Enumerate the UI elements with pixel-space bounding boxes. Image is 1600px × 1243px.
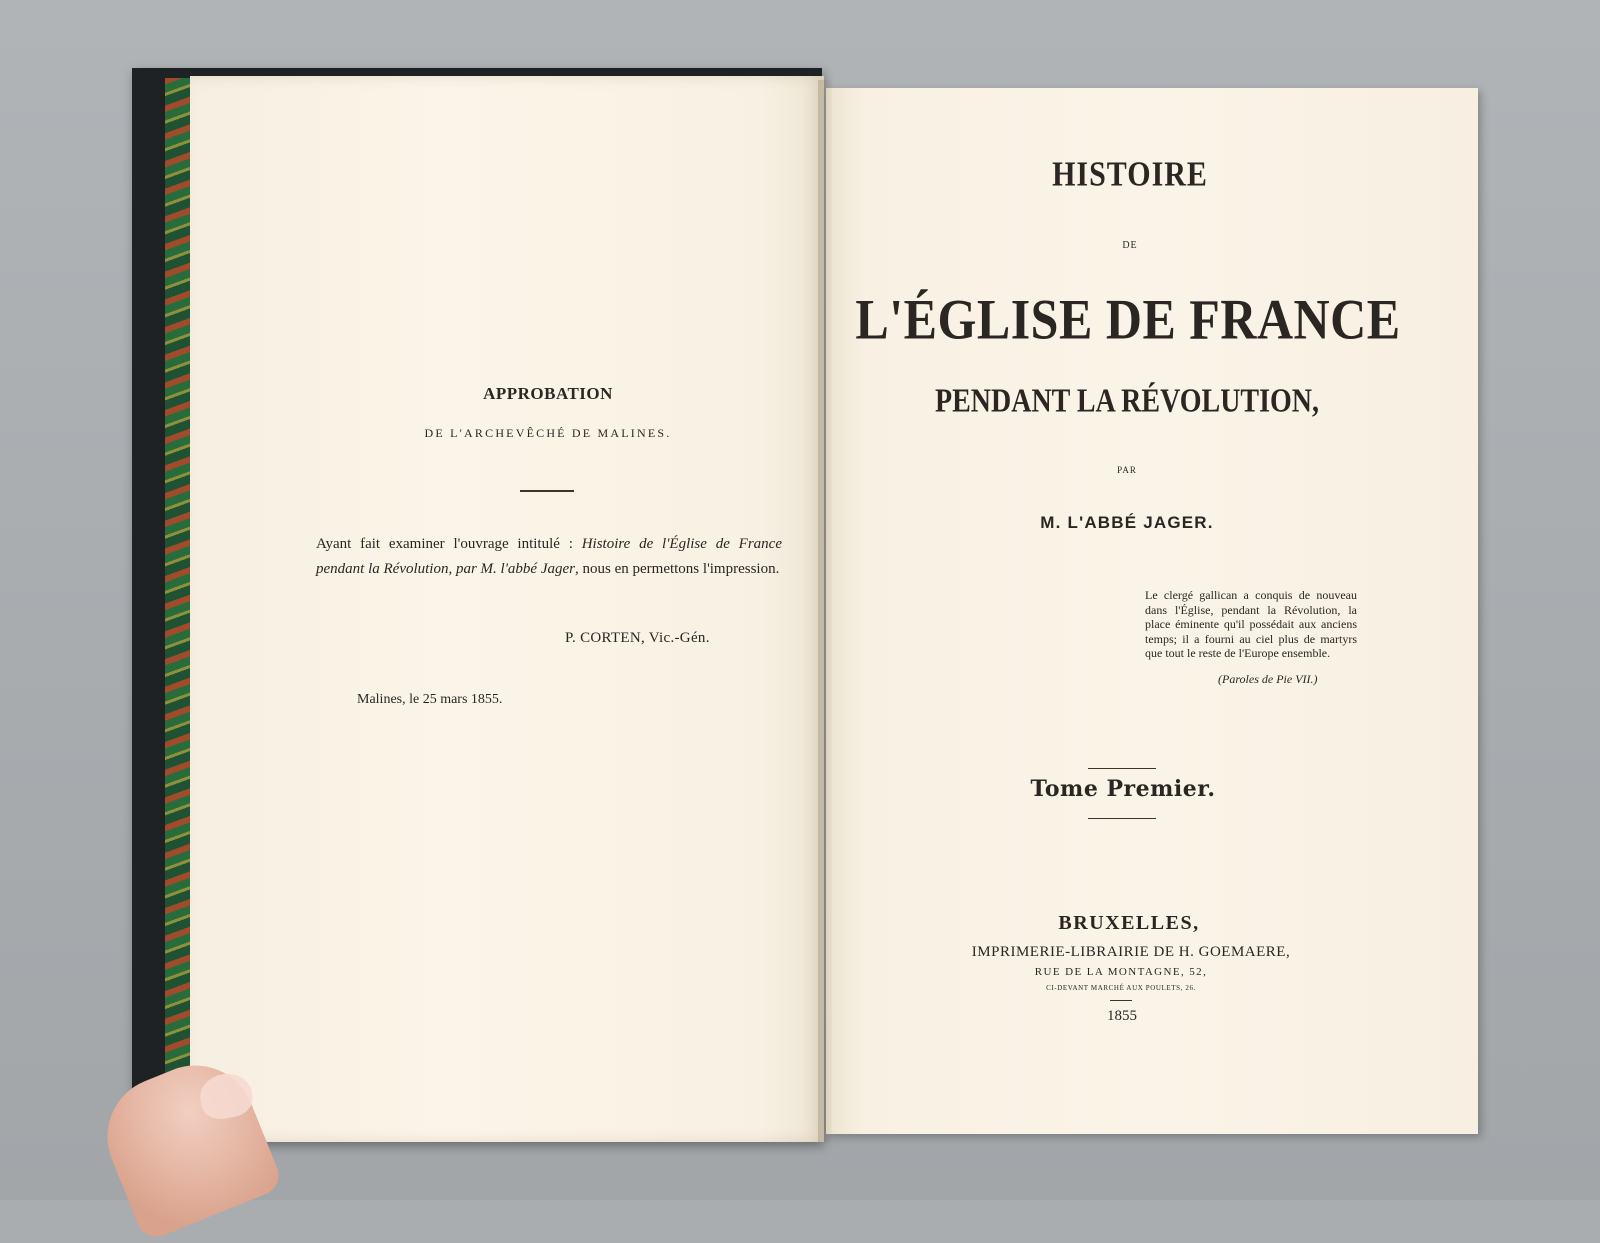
title-top: HISTOIRE	[1052, 155, 1208, 194]
body-prefix: Ayant fait examiner l'ouvrage intitulé :	[316, 536, 582, 552]
left-page	[190, 76, 824, 1142]
signature: P. CORTEN, Vic.-Gén.	[565, 630, 710, 646]
epigraph-source: (Paroles de Pie VII.)	[1218, 672, 1318, 686]
imprint-street: RUE DE LA MONTAGNE, 52,	[1034, 966, 1208, 978]
volume-rule-bottom	[1088, 818, 1156, 819]
body-suffix: , nous en permettons l'impression.	[575, 561, 780, 577]
volume-label: Tome Premier.	[1030, 776, 1216, 802]
approbation-subheading: DE L'ARCHEVÊCHÉ DE MALINES.	[424, 426, 672, 440]
imprint-city: BRUXELLES,	[1058, 912, 1200, 934]
epigraph: Le clergé gallican a conquis de nouveau dans l'Église, pendant la Révolution, la place éminente qu'il possédait aux anciens temps; il a fourni au ciel plus de martyrs que tout le reste de l'Europe ensemble.	[1145, 588, 1357, 660]
approbation-heading: APPROBATION	[483, 384, 613, 403]
title-de: DE	[1122, 240, 1138, 251]
author: M. L'ABBÉ JAGER.	[1040, 513, 1214, 532]
volume-rule-top	[1088, 768, 1156, 769]
par-label: PAR	[1117, 465, 1137, 475]
imprint-printer: IMPRIMERIE-LIBRAIRIE DE H. GOEMAERE,	[971, 944, 1291, 960]
ornament-rule	[520, 490, 574, 492]
imprint-rule	[1110, 1000, 1132, 1001]
approbation-body	[316, 532, 782, 582]
main-title: L'ÉGLISE DE FRANCE	[855, 286, 1401, 352]
imprint-former-address: CI-DEVANT MARCHÉ AUX POULETS, 26.	[1046, 984, 1196, 992]
book-gutter	[818, 80, 832, 1142]
body-italic-title: Histoire de l'Église de France pendant la Révolution, par M. l'abbé Jager	[316, 536, 782, 577]
subtitle: PENDANT LA RÉVOLUTION,	[935, 382, 1319, 420]
marbled-endpaper	[165, 78, 191, 1128]
imprint-year: 1855	[1107, 1008, 1137, 1024]
place-date: Malines, le 25 mars 1855.	[357, 692, 503, 707]
